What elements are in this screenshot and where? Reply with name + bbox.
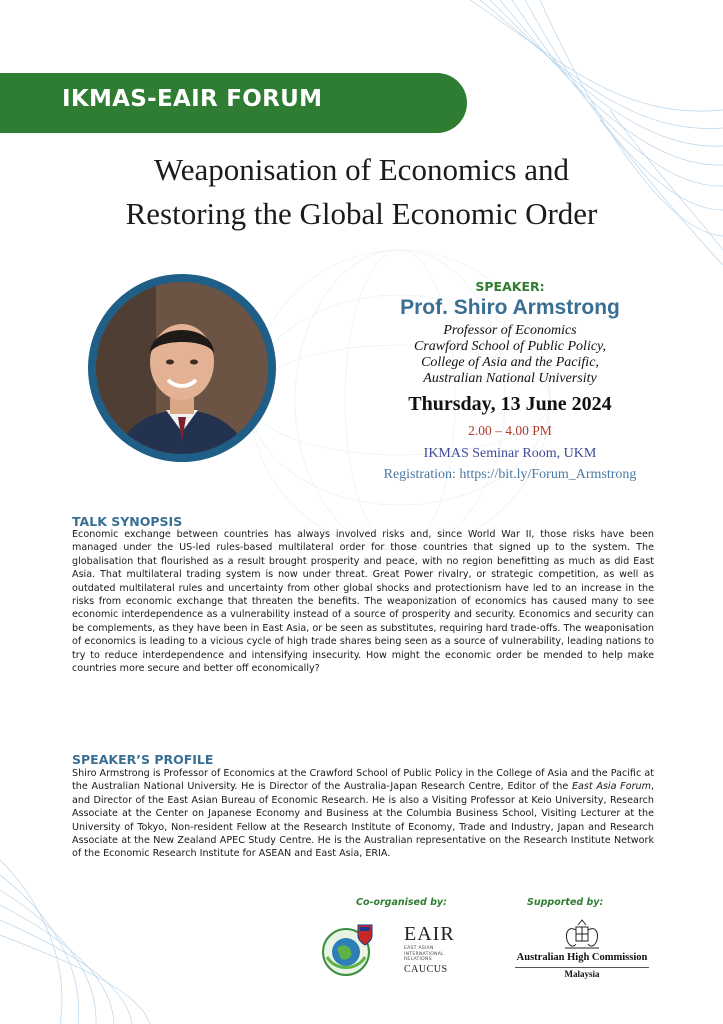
eair-logo-main: EAIR xyxy=(404,923,455,945)
synopsis-text: Economic exchange between countries has always involved risks and, since World War II, those risks have been managed under the US-led rules-based multilateral order for those countries that signed up to the system. The globalisation that flourished as a result brought prosperity and peace, with no region benefitting as much as did East Asia. That multilateral trading system is now under threat. Great Power rivalry, or strategic competition, as well as outdated multilateral rules and uncertainty from other global shocks and protectionism have led to an increase in the risks from economic exchange that threaten the benefits. The weaponization of economics has caused many to see economic interdependence as a vulnerability instead of a source of prosperity and security. Economics and security can be complements, as they have been in East Asia, or be seen as substitutes, requiring hard trade-offs. The weaponisation of economics is leading to a vicious cycle of high trade shares being seen as a source of vulnerability, leading nations to try to reduce interdependence and intensifying insecurity. How might the economic order be mended to help make countries more secure and better off economically? xyxy=(72,529,654,675)
profile-text-part: Shiro Armstrong is Professor of Economics at the Crawford School of Public Policy in the College of Asia and the Pacific at the Australian National University. He is Director of the Australia-Japan Research Centre, Editor of the xyxy=(72,768,654,793)
speaker-label: SPEAKER: xyxy=(475,279,545,294)
profile-text-part: , and Director of the East Asian Bureau of Economic Research. He is also a Visiting Professor at Keio University, Research Associate at the Center on Japanese Economy and Business at the Columbia Business School, Visiting Lecturer at the University of Tokyo, Non-resident Fellow at the Research Institute of Economy, Trade and Industry, Japan and Research Associate at the New Zealand APEC Study Centre. He is the Australian representative on the Research Institute Network of the Economic Research Institute for ASEAN and East Asia, ERIA. xyxy=(72,781,654,860)
speaker-role-line: Australian National University xyxy=(423,371,597,386)
eair-logo-caucus: CAUCUS xyxy=(404,963,448,975)
supporter-name: Australian High Commission xyxy=(516,952,648,963)
synopsis-heading: TALK SYNOPSIS xyxy=(72,514,183,529)
eair-sub-line: INTERNATIONAL xyxy=(404,951,444,957)
speaker-photo xyxy=(96,282,268,454)
supporter-country: Malaysia xyxy=(564,969,600,979)
supporter-divider xyxy=(515,967,649,968)
title-line-2: Restoring the Global Economic Order xyxy=(125,196,598,231)
profile-heading: SPEAKER’S PROFILE xyxy=(72,752,214,767)
coat-of-arms-icon xyxy=(559,918,605,952)
event-venue: IKMAS Seminar Room, UKM xyxy=(423,446,597,461)
speaker-role-line: Professor of Economics xyxy=(443,323,577,338)
supported-label: Supported by: xyxy=(527,897,604,908)
banner-title: IKMAS-EAIR FORUM xyxy=(62,86,323,112)
coorganised-label: Co-organised by: xyxy=(356,897,447,908)
speaker-role-line: College of Asia and the Pacific, xyxy=(421,355,599,370)
crest-shield-icon xyxy=(357,924,373,946)
event-date: Thursday, 13 June 2024 xyxy=(408,393,612,415)
eair-logo-sub xyxy=(404,946,444,963)
forum-banner xyxy=(0,73,467,133)
speaker-name: Prof. Shiro Armstrong xyxy=(400,296,620,319)
eair-logo xyxy=(404,924,472,982)
speaker-role xyxy=(300,323,720,387)
speaker-photo-frame xyxy=(88,274,276,462)
event-title xyxy=(40,148,683,236)
profile-text xyxy=(72,767,654,861)
speaker-role-line: Crawford School of Public Policy, xyxy=(414,339,606,354)
event-time: 2.00 – 4.00 PM xyxy=(468,423,552,438)
eair-sub-line: EAST ASIAN xyxy=(404,946,434,951)
profile-publication-title: East Asia Forum xyxy=(571,781,651,793)
registration-link[interactable]: Registration: https://bit.ly/Forum_Armstrong xyxy=(383,467,637,482)
title-line-1: Weaponisation of Economics and xyxy=(153,152,570,187)
eair-sub-line: RELATIONS xyxy=(404,957,432,962)
